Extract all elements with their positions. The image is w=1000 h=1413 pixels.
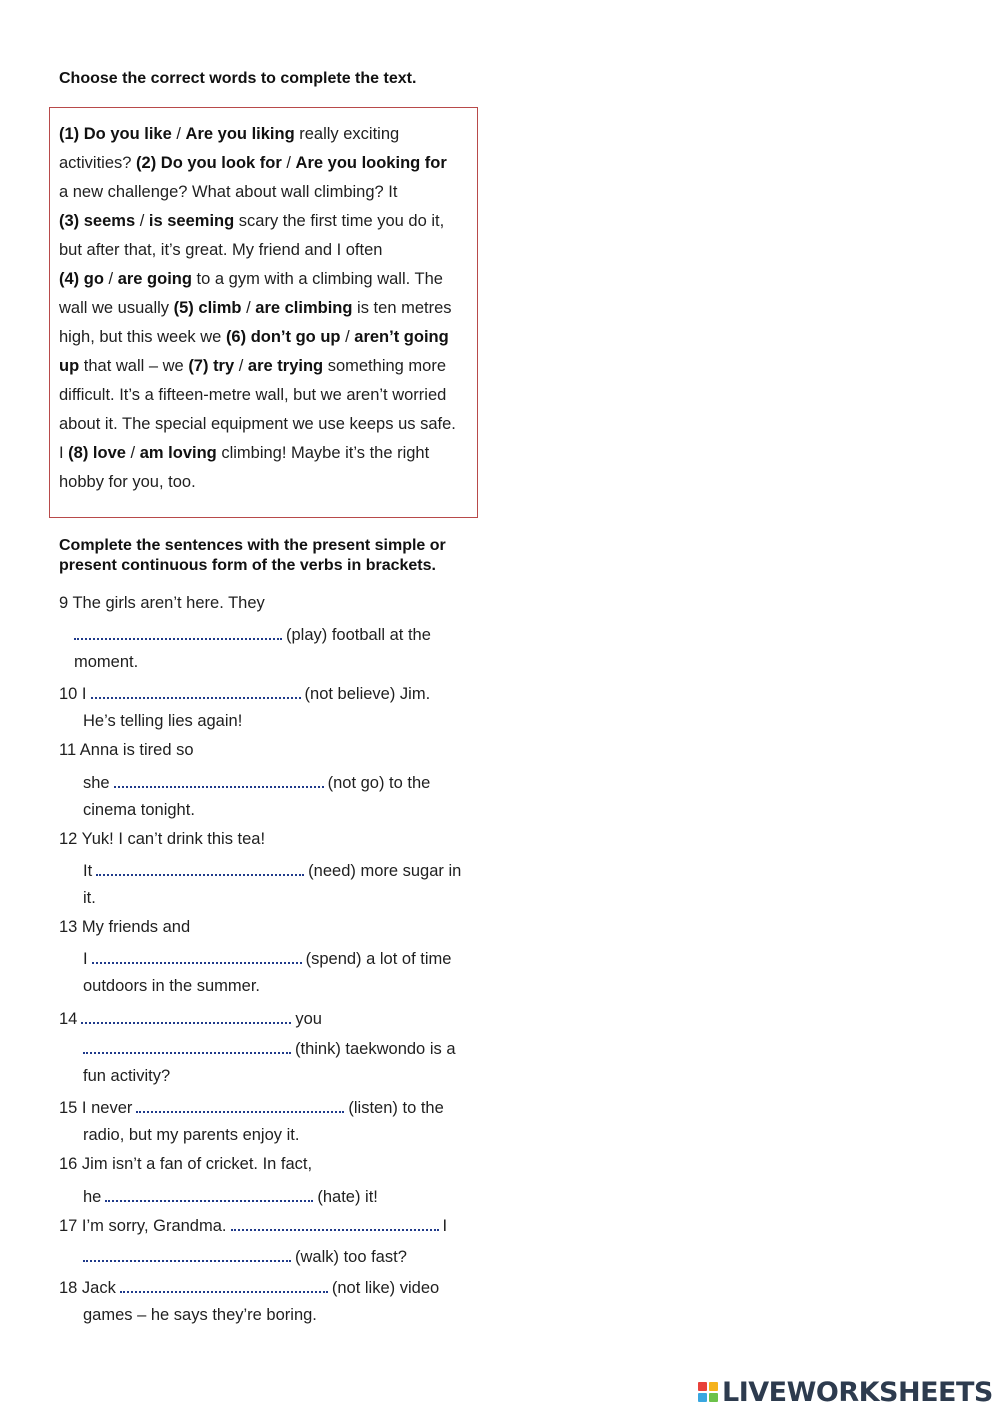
option-text: (2) Do you look for (136, 154, 282, 172)
q10-line2: He’s telling lies again! (83, 712, 243, 730)
body-text: / (171, 125, 186, 143)
text-box-line (59, 211, 444, 231)
q14-line2: (think) taekwondo is a (83, 1036, 456, 1059)
body-text: climbing! Maybe it’s the right (216, 444, 430, 462)
body-text: / (135, 212, 149, 230)
q13-line3: outdoors in the summer. (83, 977, 261, 995)
section1-instruction: Choose the correct words to complete the text. (59, 70, 417, 87)
body-text: hobby for you, too. (59, 473, 196, 491)
body-text: / (234, 357, 248, 375)
q18-line2: games – he says they’re boring. (83, 1306, 317, 1324)
body-text: / (241, 299, 256, 317)
body-text: high, but this week we (59, 328, 226, 346)
answer-blank-12[interactable] (96, 858, 304, 876)
option-text: (8) love (68, 444, 126, 462)
liveworksheets-logo[interactable] (698, 1377, 993, 1407)
body-text: activities? (59, 154, 137, 172)
answer-blank-11[interactable] (114, 770, 324, 788)
q12-line1: 12 Yuk! I can’t drink this tea! (59, 830, 266, 848)
body-text: a new challenge? What about wall climbing? It (59, 183, 398, 201)
q11-line3: cinema tonight. (83, 801, 195, 819)
body-text: / (103, 270, 118, 288)
body-text: to a gym with a climbing wall. The (191, 270, 443, 288)
body-text: that wall – we (79, 357, 189, 375)
option-text: are climbing (255, 299, 353, 317)
body-text: is ten metres (352, 299, 452, 317)
option-text: aren’t going (354, 328, 449, 346)
q9-line1: 9 The girls aren’t here. They (59, 594, 265, 612)
body-text: difficult. It’s a fifteen-metre wall, but we aren’t worried (59, 386, 447, 404)
q15-line1: 15 I never (listen) to the (59, 1095, 444, 1118)
q11-line1: 11 Anna is tired so (59, 741, 194, 759)
q12-line2: It (need) more sugar in (83, 858, 461, 881)
text-box-line (59, 298, 452, 318)
body-text: but after that, it’s great. My friend and I often (59, 241, 383, 259)
q13-line2: I (spend) a lot of time (83, 946, 451, 969)
text-box-line (59, 472, 196, 492)
option-text: (4) go (59, 270, 104, 288)
body-text: really exciting (294, 125, 400, 143)
q12-line3: it. (83, 889, 96, 907)
q16-line1: 16 Jim isn’t a fan of cricket. In fact, (59, 1155, 313, 1173)
text-box-line (59, 269, 443, 289)
q11-line2: she (not go) to the (83, 770, 430, 793)
option-text: is seeming (148, 212, 235, 230)
text-box-line (59, 443, 429, 463)
answer-blank-18[interactable] (120, 1275, 328, 1293)
body-text: wall we usually (59, 299, 174, 317)
option-text: (3) seems (59, 212, 136, 230)
logo-text: LIVEWORKSHEETS (722, 1376, 993, 1408)
text-box-line (59, 153, 447, 173)
option-text: Are you looking for (295, 154, 447, 172)
q9-line2: (play) football at the (74, 622, 431, 645)
q18-line1: 18 Jack (not like) video (59, 1275, 439, 1298)
option-text: (6) don’t go up (225, 328, 341, 346)
body-text: I (59, 444, 69, 462)
logo-squares-icon (698, 1382, 718, 1402)
answer-blank-16[interactable] (105, 1184, 313, 1202)
option-text: (5) climb (173, 299, 242, 317)
q15-line2: radio, but my parents enjoy it. (83, 1126, 300, 1144)
section2-instruction: Complete the sentences with the present simple or present continuous form of the verbs in brackets. (59, 537, 446, 574)
text-box-line (59, 240, 382, 260)
q14-line3: fun activity? (83, 1067, 171, 1085)
q14-line1: 14 you (59, 1006, 322, 1029)
text-box-line (59, 124, 399, 144)
answer-blank-13[interactable] (92, 946, 302, 964)
answer-blank-17a[interactable] (231, 1213, 439, 1231)
body-text: something more (323, 357, 447, 375)
option-text: are trying (247, 357, 324, 375)
answer-blank-14a[interactable] (81, 1006, 291, 1024)
q10-line1: 10 I (not believe) Jim. (59, 681, 430, 704)
answer-blank-14b[interactable] (83, 1036, 291, 1054)
q16-line2: he (hate) it! (83, 1184, 378, 1207)
q9-line3: moment. (74, 653, 139, 671)
option-text: are going (117, 270, 192, 288)
q17-line2: (walk) too fast? (83, 1244, 407, 1267)
body-text: / (340, 328, 355, 346)
body-text: scary the first time you do it, (234, 212, 445, 230)
option-text: (1) Do you like (59, 125, 172, 143)
text-box-line (59, 327, 449, 347)
option-text: Are you liking (185, 125, 295, 143)
option-text: up (59, 357, 80, 375)
q13-line1: 13 My friends and (59, 918, 191, 936)
answer-blank-9[interactable] (74, 622, 282, 640)
body-text: about it. The special equipment we use keeps us safe. (59, 415, 456, 433)
answer-blank-17b[interactable] (83, 1244, 291, 1262)
option-text: (7) try (188, 357, 235, 375)
body-text: / (125, 444, 140, 462)
body-text: / (281, 154, 296, 172)
text-box-line (59, 356, 446, 376)
text-box-line (59, 414, 456, 434)
answer-blank-10[interactable] (91, 681, 301, 699)
q17-line1: 17 I’m sorry, Grandma. I (59, 1213, 447, 1236)
answer-blank-15[interactable] (136, 1095, 344, 1113)
option-text: am loving (139, 444, 217, 462)
text-box-line (59, 182, 397, 202)
text-box-line (59, 385, 446, 405)
